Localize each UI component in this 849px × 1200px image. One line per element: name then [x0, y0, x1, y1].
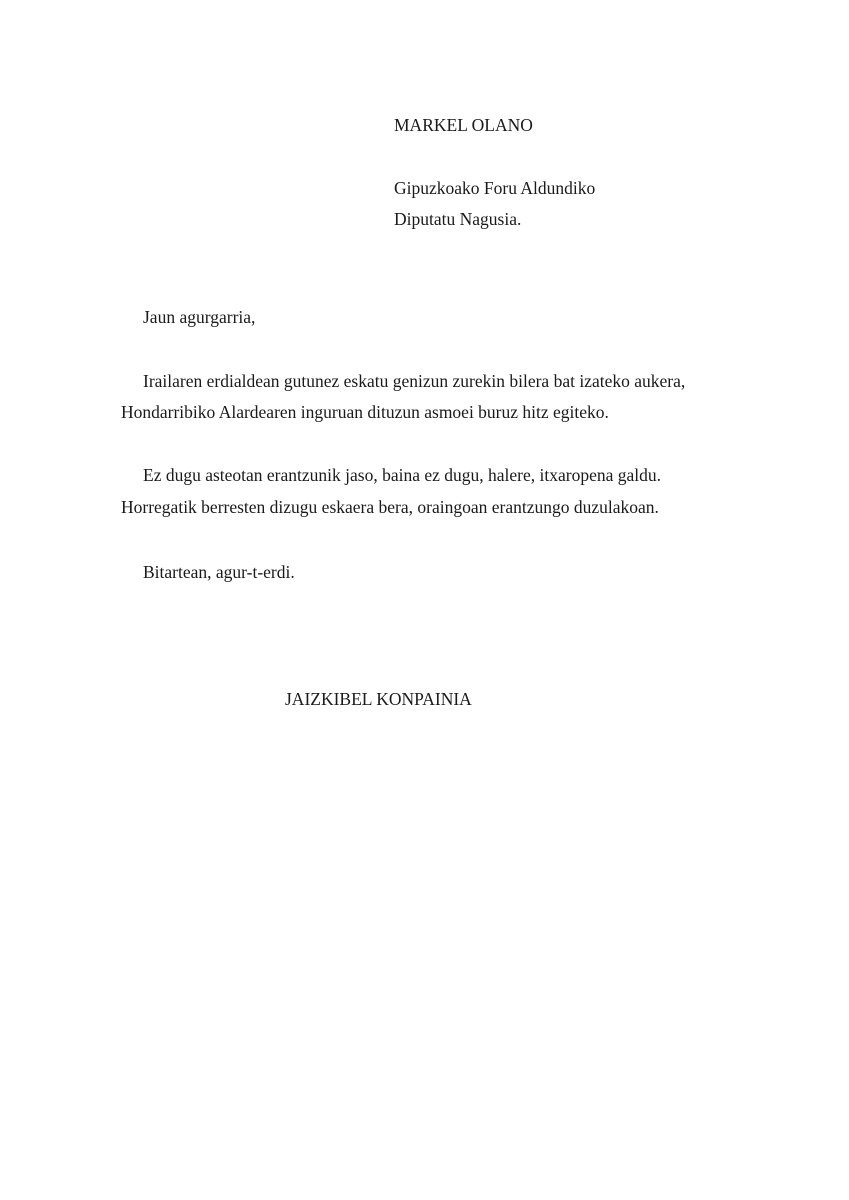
closing: Bitartean, agur-t-erdi. — [143, 562, 295, 582]
signature: JAIZKIBEL KONPAINIA — [285, 689, 472, 709]
paragraph-1-line-2: Hondarribiko Alardearen inguruan dituzun asmoei buruz hitz egiteko. — [121, 402, 609, 422]
paragraph-2-line-2: Horregatik berresten dizugu eskaera bera, oraingoan erantzungo duzulakoan. — [121, 497, 659, 517]
greeting: Jaun agurgarria, — [143, 307, 256, 327]
recipient-title: Diputatu Nagusia. — [394, 209, 522, 229]
recipient-organization: Gipuzkoako Foru Aldundiko — [394, 178, 596, 198]
paragraph-2-line-1: Ez dugu asteotan erantzunik jaso, baina ez dugu, halere, itxaropena galdu. — [143, 465, 661, 485]
recipient-name: MARKEL OLANO — [394, 115, 533, 135]
paragraph-1-line-1: Irailaren erdialdean gutunez eskatu genizun zurekin bilera bat izateko aukera, — [143, 371, 686, 391]
